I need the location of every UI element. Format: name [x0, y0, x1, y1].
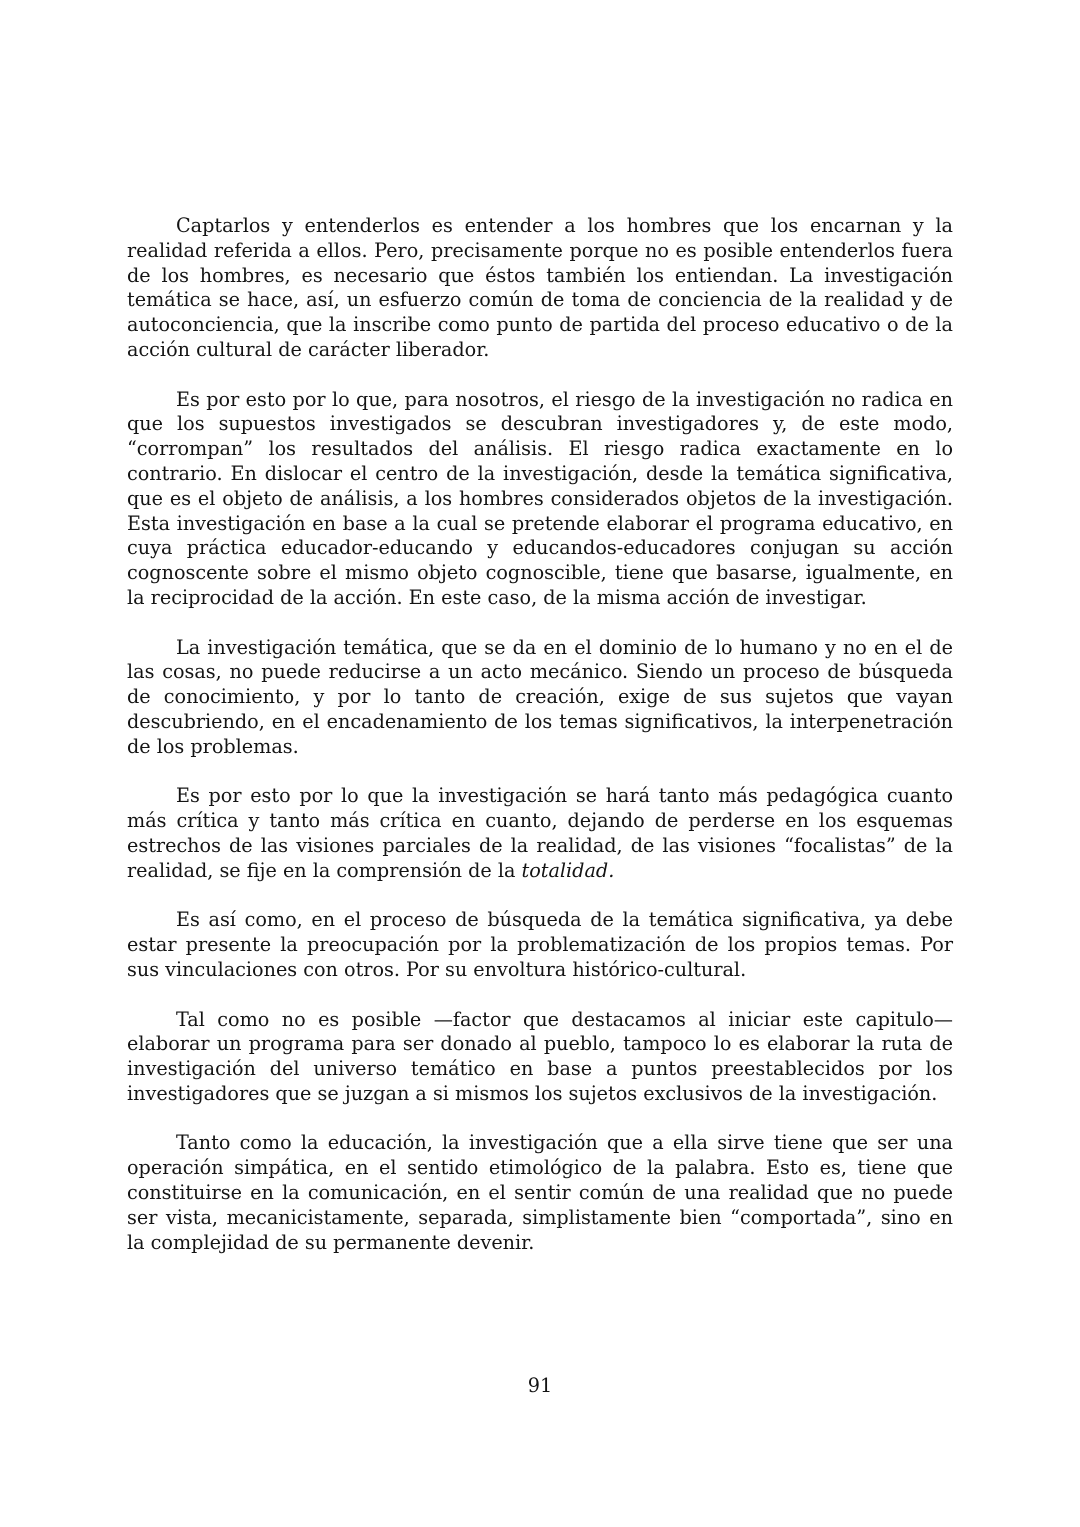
paragraph-4-text: Es por esto por lo que la investigación se hará tanto más pedagógica cuanto más crítica y tanto más crítica en cuanto, dejando de perderse en los esquemas estrechos de las visiones parciales de la realidad, de las visiones “focalistas” de la realidad, se fije en la comprensión de la — [127, 784, 953, 882]
paragraph-4 — [127, 784, 953, 883]
paragraph-2: Es por esto por lo que, para nosotros, el riesgo de la investigación no radica en que los supuestos investigados se descubran investigadores y, de este modo, “corrompan” los resultados del análisis. El riesgo radica exactamente en lo contrario. En dislocar el centro de la investigación, desde la temática significativa, que es el objeto de análisis, a los hombres considerados objetos de la investigación. Esta investigación en base a la cual se pretende elaborar el programa educativo, en cuya práctica educador-educando y educandos-educadores conjugan su acción cognoscente sobre el mismo objeto cognoscible, tiene que basarse, igualmente, en la reciprocidad de la acción. En este caso, de la misma acción de investigar. — [127, 387, 953, 609]
paragraph-1: Captarlos y entenderlos es entender a los hombres que los encarnan y la realidad referida a ellos. Pero, precisamente porque no es posible entenderlos fuera de los hombres, es necesario que éstos también los entiendan. La investigación temática se hace, así, un esfuerzo común de toma de conciencia de la realidad y de autoconciencia, que la inscribe como punto de partida del proceso educativo o de la acción cultural de carácter liberador. — [127, 214, 953, 361]
page-number: 91 — [527, 1374, 553, 1397]
paragraph-7: Tanto como la educación, la investigación que a ella sirve tiene que ser una operación simpática, en el sentido etimológico de la palabra. Esto es, tiene que constituirse en la comunicación, en el sentir común de una realidad que no puede ser vista, mecanicistamente, separada, simplistamente bien “comportada”, sino en la complejidad de su permanente devenir. — [127, 1131, 953, 1254]
paragraph-6: Tal como no es posible —factor que destacamos al iniciar este capitulo— elaborar un programa para ser donado al pueblo, tampoco lo es elaborar la ruta de investigación del universo temático en base a puntos preestablecidos por los investigadores que se juzgan a si mismos los sujetos exclusivos de la investigación. — [127, 1007, 953, 1105]
paragraph-4-italic: totalidad. — [521, 858, 615, 882]
paragraph-5: Es así como, en el proceso de búsqueda de la temática significativa, ya debe estar presente la preocupación por la problematización de los propios temas. Por sus vinculaciones con otros. Por su envoltura histórico-cultural. — [127, 908, 953, 981]
paragraph-3: La investigación temática, que se da en el dominio de lo humano y no en el de las cosas, no puede reducirse a un acto mecánico. Siendo un proceso de búsqueda de conocimiento, y por lo tanto de creación, exige de sus sujetos que vayan descubriendo, en el encadenamiento de los temas significativos, la interpenetración de los problemas. — [127, 635, 953, 758]
body-text — [127, 214, 953, 1255]
